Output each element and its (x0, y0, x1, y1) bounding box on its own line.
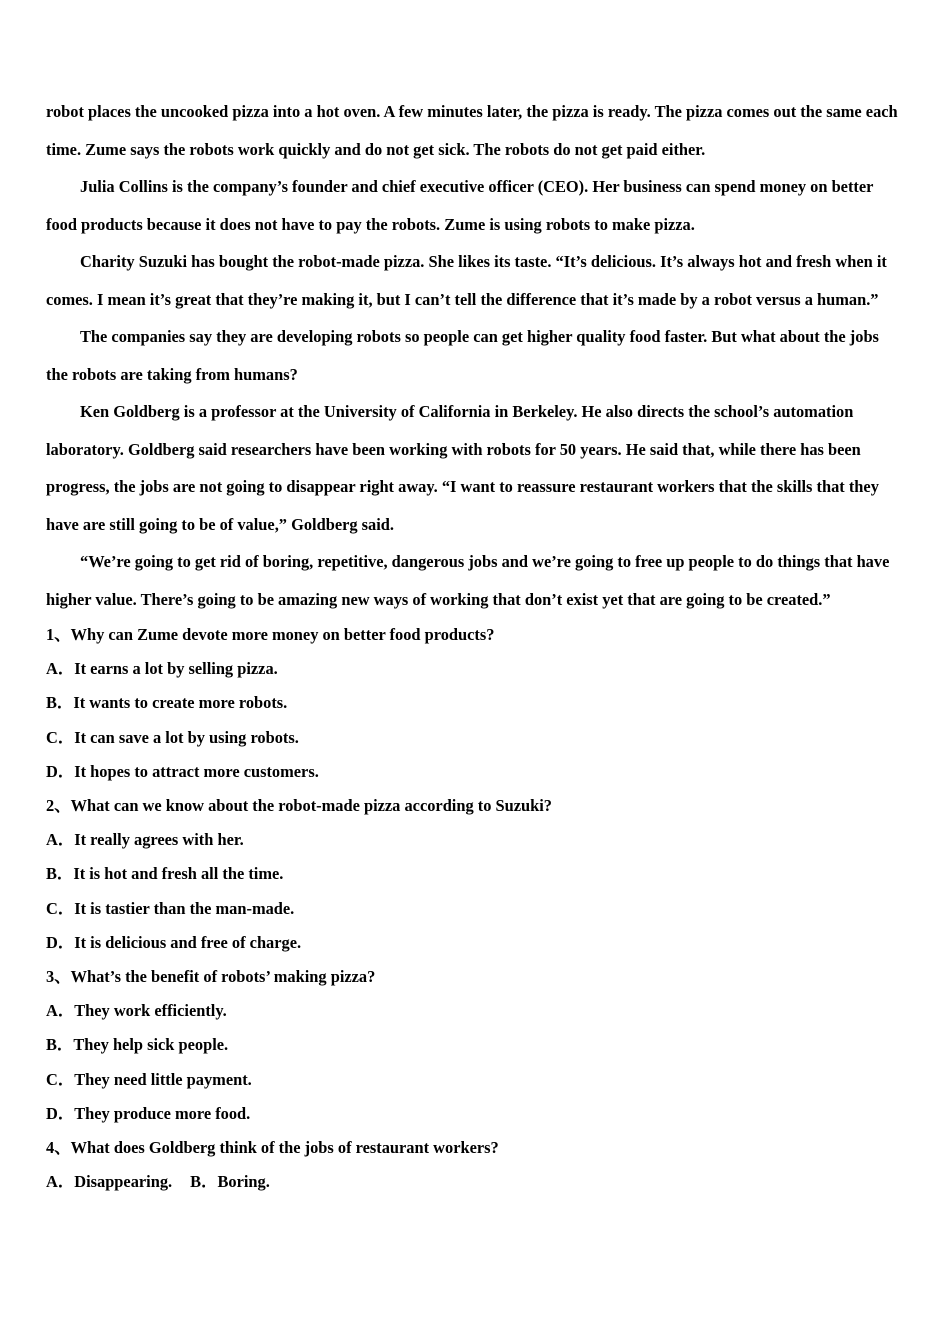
question-3 (46, 960, 904, 1131)
passage-paragraph-4: The companies say they are developing robots so people can get higher quality food faster. But what about the jobs the robots are taking from humans? (46, 327, 879, 384)
passage-paragraph-6: “We’re going to get rid of boring, repetitive, dangerous jobs and we’re going to free up people to do things that have higher value. There’s going to be amazing new ways of working that don’t exist yet that are going to be created.” (46, 552, 890, 609)
option-a: A．They work efficiently. (46, 1001, 227, 1021)
question-stem: 4、What does Goldberg think of the jobs of restaurant workers? (46, 1138, 499, 1158)
question-2 (46, 789, 904, 960)
passage-paragraph-2: Julia Collins is the company’s founder and chief executive officer (CEO). Her business can spend money on better food products because it does not have to pay the robots. Zume is using robots to make pizza. (46, 177, 874, 234)
passage-paragraph-3: Charity Suzuki has bought the robot-made pizza. She likes its taste. “It’s delicious. It’s always hot and fresh when it comes. I mean it’s great that they’re making it, but I can’t tell the difference that it’s made by a robot versus a human.” (46, 252, 887, 309)
option-b: B．It is hot and fresh all the time. (46, 864, 284, 884)
question-1 (46, 618, 904, 789)
passage-paragraph-5: Ken Goldberg is a professor at the University of California in Berkeley. He also directs the school’s automation laboratory. Goldberg said researchers have been working with robots for 50 years. He said that, while there has been progress, the jobs are not going to disappear right away. “I want to reassure restaurant workers that the skills that they have are still going to be of value,” Goldberg said. (46, 402, 879, 534)
question-stem: 1、Why can Zume devote more money on better food products? (46, 625, 495, 644)
option-a: A．It earns a lot by selling pizza. (46, 659, 278, 679)
option-a: A．Disappearing. (46, 1172, 173, 1192)
option-c: C．It is tastier than the man-made. (46, 898, 295, 918)
option-b: B．It wants to create more robots. (46, 693, 288, 713)
passage-paragraph-1: robot places the uncooked pizza into a hot oven. A few minutes later, the pizza is ready. The pizza comes out the same each time. Zume says the robots work quickly and do not get sick. The robots do not get paid either. (46, 102, 898, 159)
option-b: B．They help sick people. (46, 1035, 229, 1055)
document-page (46, 94, 904, 1199)
option-a: A．It really agrees with her. (46, 830, 244, 850)
question-stem: 3、What’s the benefit of robots’ making pizza? (46, 967, 376, 987)
question-4 (46, 1131, 904, 1199)
option-d: D．They produce more food. (46, 1103, 251, 1123)
option-row (46, 1165, 904, 1199)
option-b: B．Boring. (190, 1172, 270, 1192)
option-d: D．It is delicious and free of charge. (46, 932, 302, 952)
option-c: C．They need little payment. (46, 1069, 252, 1089)
question-stem: 2、What can we know about the robot-made pizza according to Suzuki? (46, 796, 553, 816)
option-c: C．It can save a lot by using robots. (46, 727, 299, 747)
option-d: D．It hopes to attract more customers. (46, 761, 319, 781)
